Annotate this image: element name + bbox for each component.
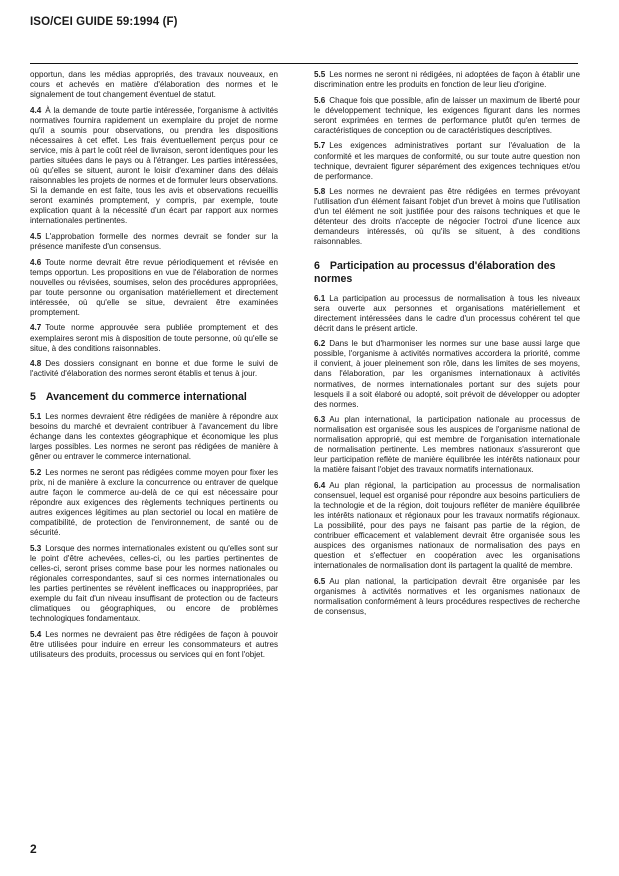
paragraph-continued: opportun, dans les médias appropriés, des travaux nouveaux, en cours et achevés en matière d'élaboration des normes et le signalement de tout changement éventuel de statut. <box>30 70 278 100</box>
clause-number: 6.2 <box>314 339 326 349</box>
clause-6-5 <box>314 577 580 617</box>
clause-number: 4.6 <box>30 257 42 267</box>
clause-text: Les normes ne devraient pas être rédigées en termes prévoyant l'utilisation d'un élément faisant l'objet d'un brevet à moins que l'utilisation d'un tel élément ne soit justifiée pour des raisons techniques et que le détenteur des droits n'accepte de négocier l'octroi d'une licence aux demandeurs intéressés, où qu'ils se situent, à des conditions raisonnables. <box>314 187 580 247</box>
clause-number: 6.5 <box>314 577 326 587</box>
clause-5-2 <box>30 468 278 538</box>
clause-5-6 <box>314 96 580 136</box>
clause-number: 4.5 <box>30 231 42 241</box>
section-number: 6 <box>314 259 320 272</box>
clause-6-1 <box>314 294 580 334</box>
clause-6-3 <box>314 415 580 475</box>
section-5-heading <box>30 391 278 404</box>
clause-number: 4.4 <box>30 105 42 115</box>
clause-number: 5.4 <box>30 630 42 639</box>
clause-text: Toute norme approuvée sera publiée promptement et des exemplaires seront mis à disposition de toute personne, où qu'elle se situe, à des conditions raisonnables. <box>30 323 278 353</box>
clause-number: 6.1 <box>314 293 326 303</box>
clause-number: 5.5 <box>314 70 326 79</box>
clause-5-3 <box>30 544 278 624</box>
clause-text: Les normes ne seront pas rédigées comme moyen pour fixer les prix, ni de manière à exclure la concurrence ou entraver de quelque autre façon le commerce au-delà de ce qui est nécessaire pour répondre aux exigences des règlements techniques pertinents ou autres exigences légitimes au plan sectoriel ou local en matière de compatibilité, de protection de l'environnement, de santé ou de sécurité. <box>30 468 278 538</box>
clause-text: Dans le but d'harmoniser les normes sur une base aussi large que possible, l'organisme à activités normatives accordera la priorité, comme il convient, à jouer pleinement son rôle, dans les limites de ses moyens, dans l'élaboration, par les organismes internationaux à activités normatives, de normes internationales portant sur des sujets pour lesquels il a soit élaboré ou adopté, soit prévoit de développer ou adopter des normes. <box>314 339 580 409</box>
clause-number: 5.8 <box>314 187 326 197</box>
clause-text: Au plan national, la participation devrait être organisée par les organismes à activités normatives et les organismes nationaux de normalisation conformément à leurs procédures respectives de recherche de consensus, <box>314 577 580 617</box>
clause-text: Les normes ne seront ni rédigées, ni adoptées de façon à établir une discrimination entre les produits en fonction de leur lieu d'origine. <box>314 70 580 90</box>
clause-number: 5.1 <box>30 412 42 422</box>
clause-text: La participation au processus de normalisation à tous les niveaux sera ouverte aux personnes et organisations matériellement et directement intéressées dans le cadre d'un processus cohérent tel que décrit dans le présent article. <box>314 293 580 333</box>
clause-text: L'approbation formelle des normes devrait se fonder sur la présence manifeste d'un consensus. <box>30 231 278 251</box>
section-title: Participation au processus d'élaboration des normes <box>314 259 556 285</box>
clause-5-7 <box>314 141 580 181</box>
header-rule <box>30 63 578 64</box>
page-number: 2 <box>30 842 37 856</box>
clause-number: 5.3 <box>30 544 42 554</box>
clause-text: Les exigences administratives portant sur l'évaluation de la conformité et les marques de conformité, ou sur toute autre question non technique, devraient figurer séparément des exigences techniques et/ou de performance. <box>314 141 580 181</box>
clause-4-6 <box>30 258 278 318</box>
section-title: Avancement du commerce international <box>45 391 247 404</box>
clause-4-5 <box>30 232 278 252</box>
clause-number: 5.7 <box>314 141 326 151</box>
clause-5-8 <box>314 187 580 247</box>
clause-text: Au plan international, la participation nationale au processus de normalisation est organisée sous les auspices de l'organisme national de normalisation approprié, qui est membre de l'organisation internationale de normalisation pertinente. Les membres nationaux s'assureront que leur participation reflète de manière équilibrée les intérêts nationaux pour la matière faisant l'objet des travaux normatifs internationaux. <box>314 415 580 475</box>
clause-4-8 <box>30 359 278 379</box>
clause-5-5 <box>314 70 580 90</box>
clause-number: 6.4 <box>314 481 326 491</box>
clause-text: À la demande de toute partie intéressée, l'organisme à activités normatives fournira rapidement un exemplaire du projet de norme qu'il a soumis pour observations, ou prendra les dispositions nécessaires à cet effet. Les frais éventuellement perçus pour ce service, mis à part le coût réel de livraison, seront identiques pour les parties situées dans le pays ou à l'étranger. Les parties intéressées, où qu'elles se situent, auront le loisir d'examiner dans des délais raisonnables les projets de normes et de formuler leurs observations. Si la demande en est faite, tous les avis et observations recueillis seront examinés promptement, y compris, par exemple, toute explication quant à la nécessité d'un écart par rapport aux normes internationales pertinentes. <box>30 105 278 226</box>
clause-number: 5.2 <box>30 468 42 478</box>
right-column <box>314 70 580 623</box>
clause-text: Des dossiers consignant en bonne et due forme le suivi de l'activité d'élaboration des normes seront établis et tenus à jour. <box>30 359 278 379</box>
document-header: ISO/CEI GUIDE 59:1994 (F) <box>30 16 178 28</box>
clause-4-4 <box>30 106 278 227</box>
clause-6-4 <box>314 481 580 571</box>
clause-4-7 <box>30 323 278 353</box>
clause-6-2 <box>314 339 580 409</box>
section-number: 5 <box>30 391 36 404</box>
clause-number: 6.3 <box>314 415 326 425</box>
clause-number: 5.6 <box>314 95 326 105</box>
section-6-heading <box>314 260 580 286</box>
clause-text: Lorsque des normes internationales existent ou qu'elles sont sur le point d'être achevées, celles-ci, ou les parties pertinentes de celles-ci, seront prises comme base pour les normes nationales ou régionales correspondantes, sauf si ces normes internationales ou les parties pertinentes se révèlent inefficaces ou inappropriées, par exemple du fait d'un niveau insuffisant de protection ou de facteurs climatiques ou géographiques, ou encore de problèmes technologiques fondamentaux. <box>30 544 278 624</box>
clause-number: 4.7 <box>30 323 42 333</box>
clause-text: Chaque fois que possible, afin de laisser un maximum de liberté pour le développement technique, les exigences figurant dans les normes seront exprimées en termes de performance plutôt qu'en termes de caractéristiques de conception ou de caractéristiques descriptives. <box>314 95 580 135</box>
left-column <box>30 70 278 666</box>
clause-5-4 <box>30 630 278 660</box>
clause-text: Les normes devraient être rédigées de manière à répondre aux besoins du marché et devraient contribuer à l'avancement du libre échange dans les contextes géographique et économique les plus larges possibles. Les normes ne seront pas rédigées de manière à gêner ou entraver le commerce international. <box>30 412 278 462</box>
clause-text: Au plan régional, la participation au processus de normalisation consensuel, lequel est organisé pour répondre aux besoins particuliers de la technologie et de la région, doit toujours refléter de manière équilibrée les intérêts nationaux et régionaux pour les travaux normatifs régionaux. La possibilité, pour des pays ne faisant pas partie de la région, de contribuer efficacement et valablement devrait être organisée sous les auspices des organismes nationaux de normalisation des pays en question et s'effectuer en coopération avec les organisations internationales de normalisation dont ils partagent la qualité de membre. <box>314 481 580 571</box>
clause-5-1 <box>30 412 278 462</box>
clause-text: Toute norme devrait être revue périodiquement et révisée en temps opportun. Les propositions en vue de l'élaboration de normes nouvelles ou révisées, soumises, selon des procédures appropriées, par toute personne ou organisation matériellement et directement intéressée, où qu'elle se situe, devraient être examinées promptement. <box>30 257 278 317</box>
clause-text: Les normes ne devraient pas être rédigées de façon à pouvoir être utilisées pour induire en erreur les consommateurs et autres utilisateurs des produits, processus ou services qui en font l'objet. <box>30 630 278 660</box>
clause-number: 4.8 <box>30 359 42 369</box>
